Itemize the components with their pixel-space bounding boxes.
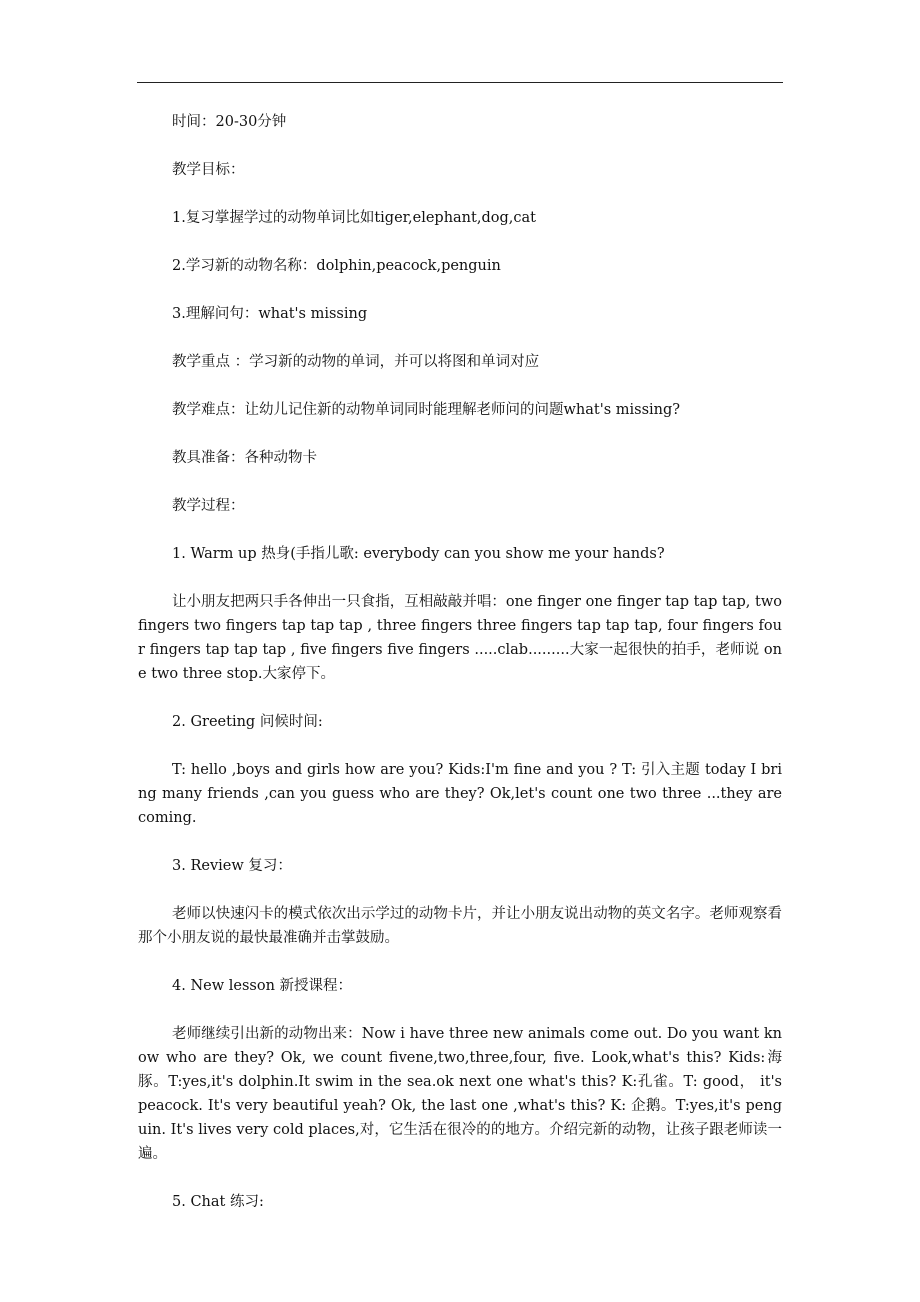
goal-item-2: 2.学习新的动物名称：dolphin,peacock,penguin: [172, 258, 501, 274]
difficulties: 教学难点：让幼儿记住新的动物单词同时能理解老师问的问题what's missing?: [172, 402, 681, 418]
lesson-plan-body: [138, 110, 782, 1238]
step-3-body: 老师以快速闪卡的模式依次出示学过的动物卡片，并让小朋友说出动物的英文名字。老师观察看那个小朋友说的最快最准确并击掌鼓励。: [138, 906, 782, 946]
step-1-heading: 1. Warm up 热身(手指儿歌: everybody can you show me your hands?: [172, 546, 665, 562]
goals-heading: 教学目标：: [172, 162, 245, 178]
step-3-heading: 3. Review 复习：: [172, 858, 292, 874]
step-2-body: T: hello ,boys and girls how are you? Kids:I'm fine and you ? T: 引入主题 today I bring many friends ,can you guess who are they? Ok,let's count one two three ...they are coming.: [138, 762, 782, 826]
step-4-body: 老师继续引出新的动物出来：Now i have three new animals come out. Do you want know who are they? Ok, we count fivene,two,three,four, five. Look,what's this? Kids:海豚。T:yes,it's dolphin.It swim in the sea.ok next one what's this? K:孔雀。T: good， it's peacock. It's very beautiful yeah? Ok, the last one ,what's this? K: 企鹅。T:yes,it's penguin. It's lives very cold places,对，它生活在很冷的的地方。介绍完新的动物，让孩子跟老师读一遍。: [138, 1026, 782, 1162]
step-5-heading: 5. Chat 练习:: [172, 1194, 264, 1210]
goal-item-1: 1.复习掌握学过的动物单词比如tiger,elephant,dog,cat: [172, 210, 536, 226]
key-points: 教学重点 ：学习新的动物的单词，并可以将图和单词对应: [172, 354, 540, 370]
goal-item-3: 3.理解问句：what's missing: [172, 306, 368, 322]
step-1-body: 让小朋友把两只手各伸出一只食指，互相敲敲并唱：one finger one finger tap tap tap, two fingers two fingers tap tap tap , three fingers three fingers tap tap tap, four fingers four fingers tap tap tap , five fingers five fingers .....clab.........大家一起很快的拍手，老师说 one two three stop.大家停下。: [138, 594, 782, 682]
lesson-time: 时间：20-30分钟: [172, 114, 287, 130]
step-4-heading: 4. New lesson 新授课程：: [172, 978, 353, 994]
process-heading: 教学过程：: [172, 498, 245, 514]
header-rule: [137, 82, 783, 83]
materials: 教具准备：各种动物卡: [172, 450, 317, 466]
step-2-heading: 2. Greeting 问候时间:: [172, 714, 323, 730]
